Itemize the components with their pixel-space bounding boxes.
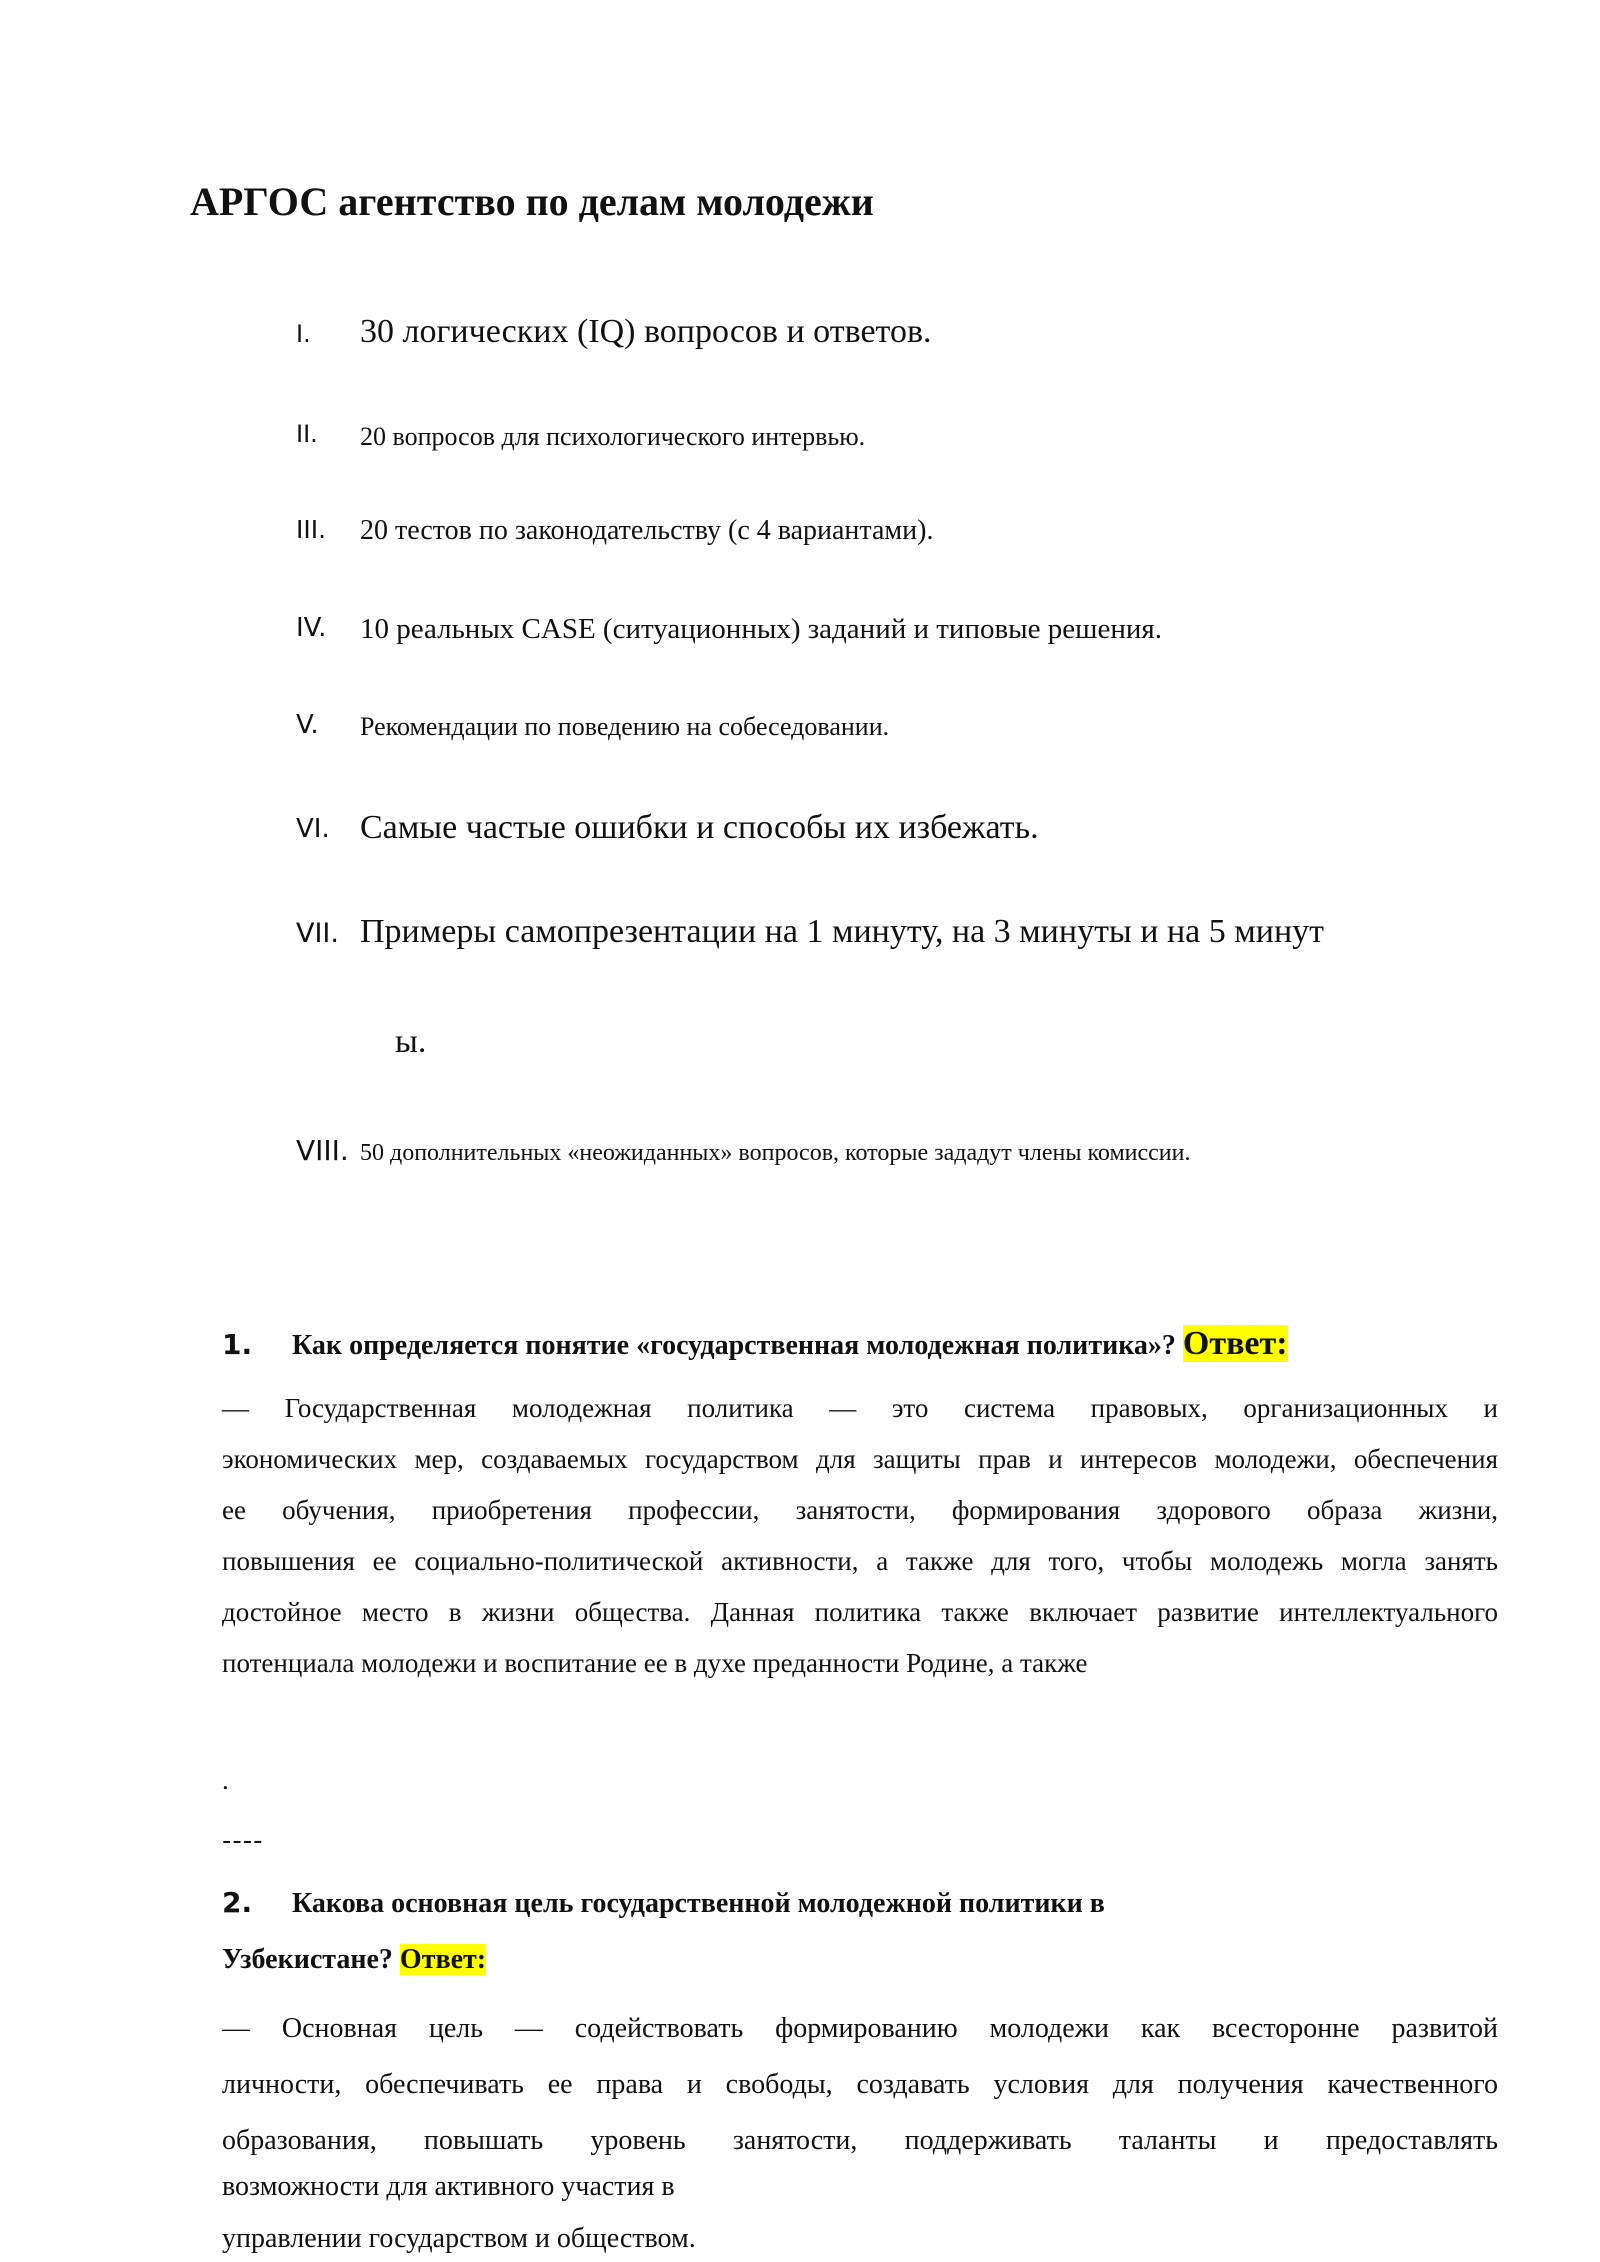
paragraph-line: достойное место в жизни общества. Данная политика также включает развитие интеллектуального xyxy=(222,1597,1498,1627)
toc-item-text: Самые частые ошибки и способы их избежать. xyxy=(360,809,1039,846)
answer-2-paragraph xyxy=(222,2001,1498,2169)
toc-item-number: III. xyxy=(296,515,327,544)
answer-label: Ответ: xyxy=(399,1944,487,1975)
toc-item-text: 20 вопросов для психологического интервью. xyxy=(360,422,866,451)
toc-item-number: II. xyxy=(296,420,318,448)
stray-dot: . xyxy=(222,1765,229,1795)
answer-1-paragraph xyxy=(222,1383,1498,1689)
question-1-heading xyxy=(222,1324,1288,1365)
question-2-heading-line2 xyxy=(222,1943,486,1977)
toc-item-number: V. xyxy=(296,710,319,740)
paragraph-line: личности, обеспечивать ее права и свободы, создавать условия для получения качественного xyxy=(222,2069,1498,2100)
toc-item-number: I. xyxy=(296,320,311,348)
paragraph-line: ее обучения, приобретения профессии, занятости, формирования здорового образа жизни, xyxy=(222,1495,1498,1525)
toc-item-number: IV. xyxy=(296,613,327,643)
question-number: 1. xyxy=(222,1328,253,1361)
paragraph-line: образования, повышать уровень занятости, поддерживать таланты и предоставлять xyxy=(222,2125,1498,2156)
toc-item-7-continuation: ы. xyxy=(395,1023,427,1060)
toc-item-number: VII. xyxy=(296,918,339,949)
paragraph-line: — Основная цель — содействовать формированию молодежи как всесторонне развитой xyxy=(222,2013,1498,2044)
toc-item-text: Примеры самопрезентации на 1 минуту, на 3 минуты и на 5 минут xyxy=(360,913,1325,950)
document-title: АРГОС агентство по делам молодежи xyxy=(190,179,874,224)
question-2-heading xyxy=(222,1886,1105,1921)
toc-item-number: VI. xyxy=(296,814,330,844)
question-text: Как определяется понятие «государственная молодежная политика»? xyxy=(292,1330,1183,1361)
paragraph-line: экономических мер, создаваемых государством для защиты прав и интересов молодежи, обеспечения xyxy=(222,1444,1498,1474)
toc-item-text: 10 реальных CASE (ситуационных) заданий и типовые решения. xyxy=(360,613,1162,645)
question-text: Какова основная цель государственной молодежной политики в xyxy=(292,1888,1105,1919)
paragraph-line: возможности для активного участия в xyxy=(222,2171,675,2202)
question-text: Узбекистане? xyxy=(222,1944,400,1975)
answer-label: Ответ: xyxy=(1182,1325,1288,1362)
toc-item-number: VIII. xyxy=(296,1134,349,1167)
toc-item-text: 20 тестов по законодательству (с 4 вариантами). xyxy=(360,515,934,546)
paragraph-line: управлении государством и обществом. xyxy=(222,2223,696,2254)
toc-item-text: 30 логических (IQ) вопросов и ответов. xyxy=(360,313,932,350)
paragraph-line: потенциала молодежи и воспитание ее в духе преданности Родине, а также xyxy=(222,1648,1088,1678)
question-number: 2. xyxy=(222,1886,253,1919)
paragraph-line: повышения ее социально-политической активности, а также для того, чтобы молодежь могла занять xyxy=(222,1546,1498,1576)
toc-item-text: Рекомендации по поведению на собеседовании. xyxy=(360,712,890,741)
toc-item-text: 50 дополнительных «неожиданных» вопросов, которые зададут члены комиссии. xyxy=(360,1140,1191,1166)
paragraph-line: — Государственная молодежная политика — это система правовых, организационных и xyxy=(222,1393,1498,1423)
separator: ---- xyxy=(222,1826,264,1856)
